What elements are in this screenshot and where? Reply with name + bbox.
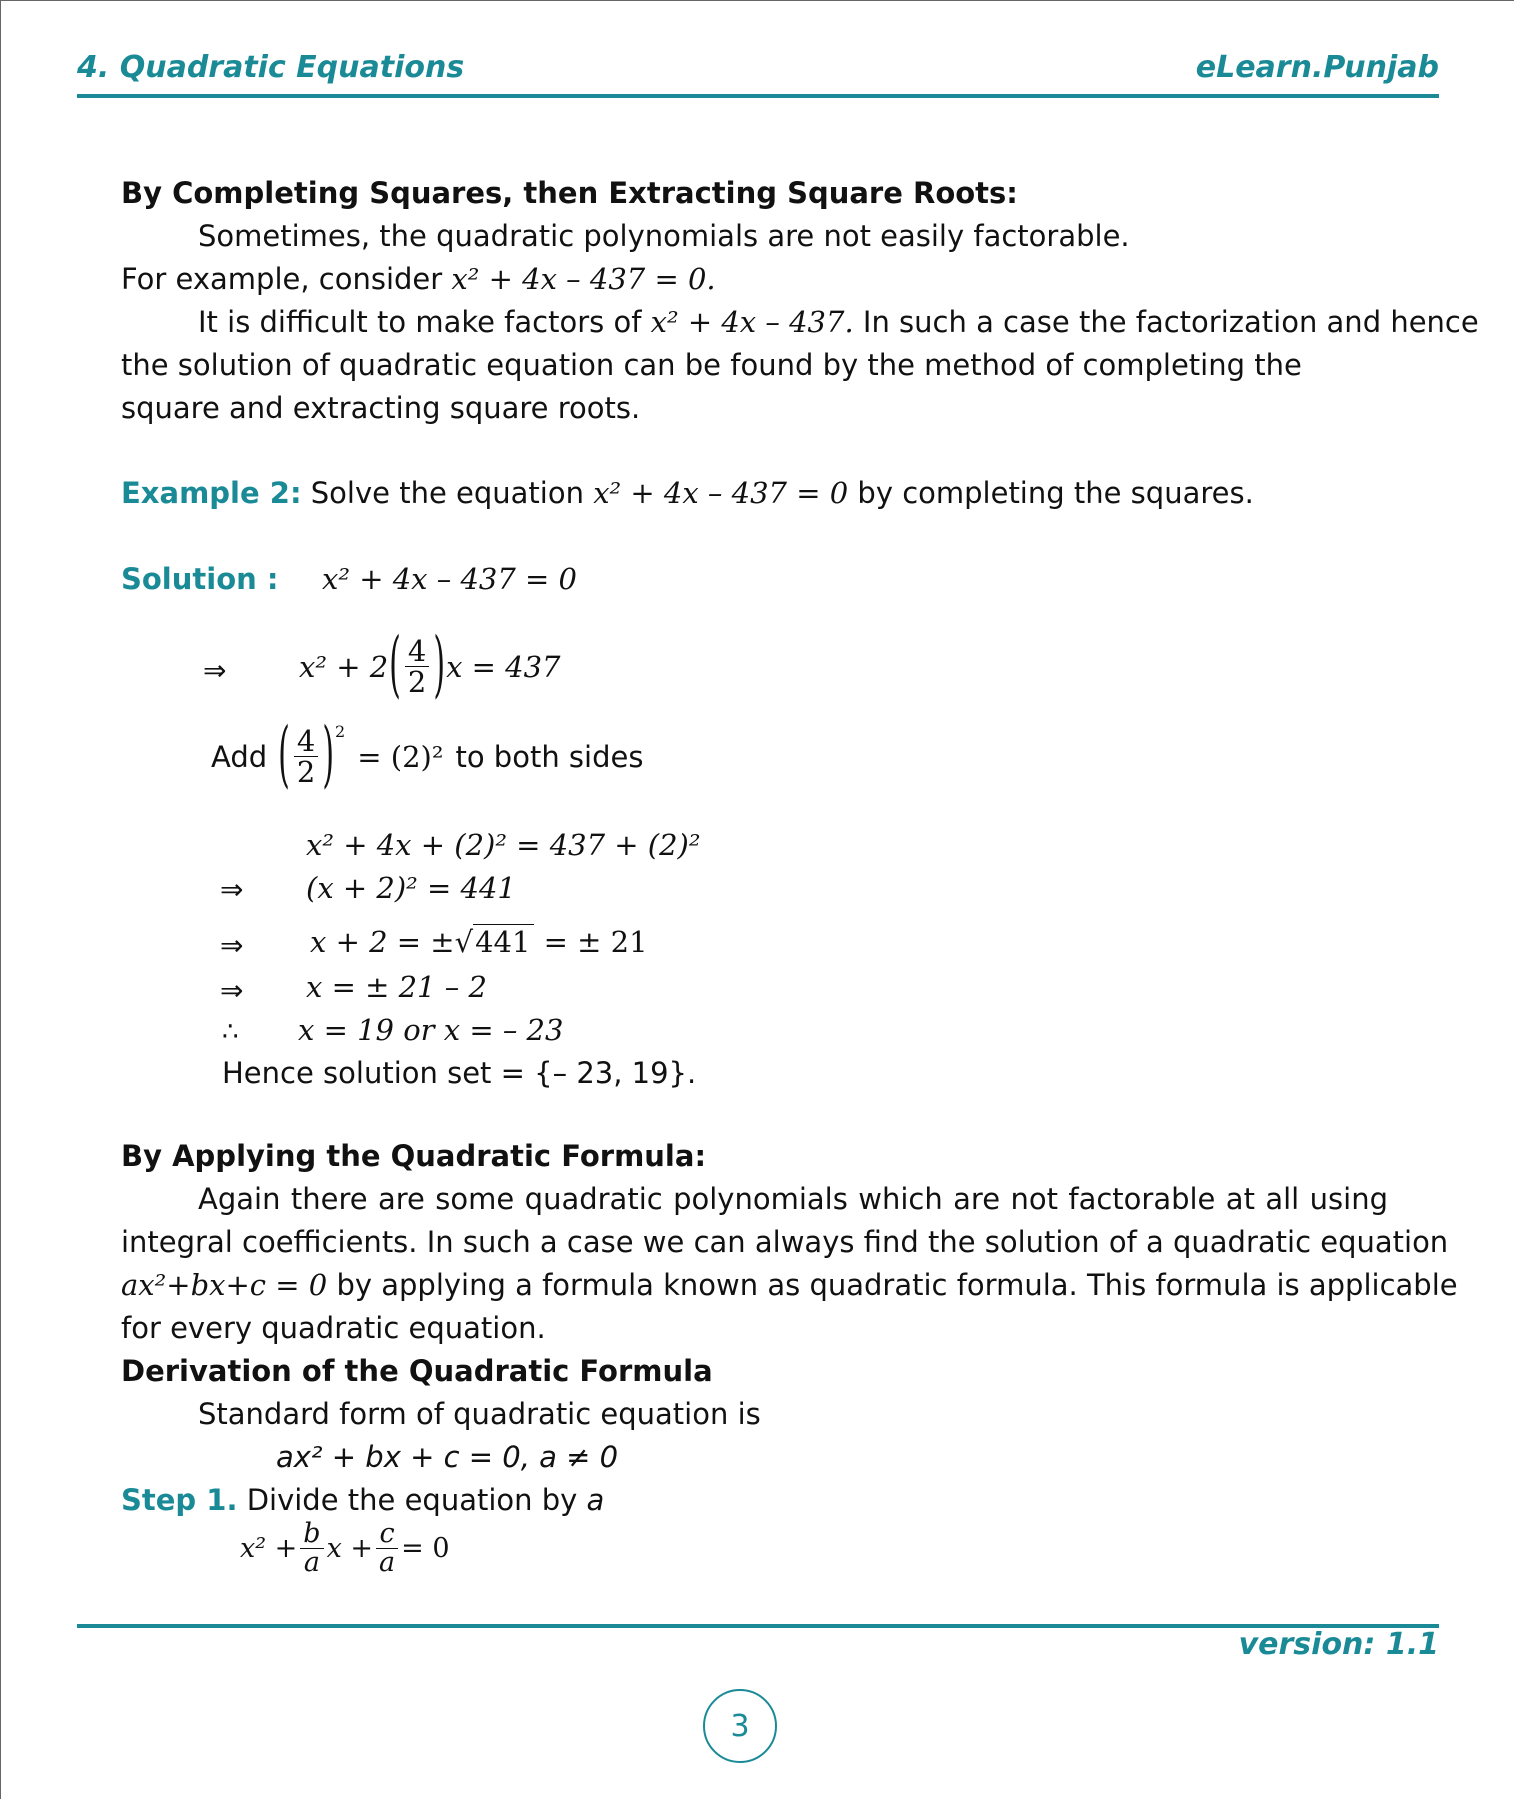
square-root-441: 441 [473,924,534,959]
solution-label: Solution : [121,562,279,596]
brand-name: eLearn.Punjab [1195,50,1439,85]
section2-para3: ax²+bx+c = 0 by applying a formula known as quadratic formula. This formula is applicable [121,1268,1458,1302]
implies-symbol: ⇒ [220,974,244,1007]
solution-eq7: x = 19 or x = – 23 [298,1013,564,1047]
example-equation: x² + 4x – 437 = 0. [451,262,716,296]
solution-eq3: x² + 4x + (2)² = 437 + (2)² [306,828,701,862]
step-label: Step 1. [121,1483,238,1517]
header-rule [77,94,1439,98]
fraction-c-over-a: $\frac{c}{a}$ [376,1520,398,1578]
section1-para5: square and extracting square roots. [121,391,641,425]
example-2: Example 2: Solve the equation x² + 4x – 437 = 0 by completing the squares. [121,476,1254,510]
section1-para1: Sometimes, the quadratic polynomials are not easily factorable. [198,219,1130,253]
step-1-equation: x² + $\frac{b}{a}$ x + $\frac{c}{a}$ = 0 [240,1518,450,1579]
section2-heading: By Applying the Quadratic Formula: [121,1139,707,1173]
section2-para2: integral coefficients. In such a case we can always find the solution of a quadratic equation [121,1225,1449,1259]
solution-add-step: Add ( $\frac{4}{2}$ ) 2 = (2)² to both sides [211,713,644,798]
solution-eq2: x² + 2 ( $\frac{4}{2}$ ) x = 437 [299,623,561,708]
solution-conclusion: Hence solution set = {– 23, 19}. [222,1056,697,1090]
solution-eq5: x + 2 = ±√441 = ± 21 [310,925,648,959]
section1-para3: It is difficult to make factors of x² + 4x – 437. In such a case the factorization and hence [198,305,1479,339]
step-1: Step 1. Divide the equation by a [121,1483,605,1517]
fraction-4-over-2: $\frac{4}{2}$ [405,636,429,698]
solution-eq6: x = ± 21 – 2 [306,970,487,1004]
section1-para2: For example, consider x² + 4x – 437 = 0. [121,262,716,296]
fraction-4-over-2-squared: $\frac{4}{2}$ [294,726,318,788]
section1-para4: the solution of quadratic equation can be found by the method of completing the [121,348,1302,382]
section1-heading: By Completing Squares, then Extracting Square Roots: [121,176,1018,210]
solution-eq4: (x + 2)² = 441 [306,871,516,905]
standard-form-intro: Standard form of quadratic equation is [198,1397,761,1431]
implies-symbol: ⇒ [203,654,227,687]
page-number: 3 [703,1689,777,1763]
fraction-b-over-a: $\frac{b}{a}$ [300,1520,323,1578]
implies-symbol: ⇒ [220,873,244,906]
section2-para4: for every quadratic equation. [121,1311,546,1345]
implies-symbol: ⇒ [220,929,244,962]
therefore-symbol: ∴ [222,1017,239,1047]
example-label: Example 2: [121,476,302,510]
section2-para1: Again there are some quadratic polynomials which are not factorable at all using [198,1182,1388,1216]
solution-eq1: x² + 4x – 437 = 0 [322,562,577,596]
footer-rule [77,1624,1439,1628]
derivation-heading: Derivation of the Quadratic Formula [121,1354,713,1388]
chapter-title: 4. Quadratic Equations [77,50,465,85]
standard-form-equation: ax² + bx + c = 0, a ≠ 0 [276,1440,619,1474]
version-label: version: 1.1 [1238,1627,1439,1662]
